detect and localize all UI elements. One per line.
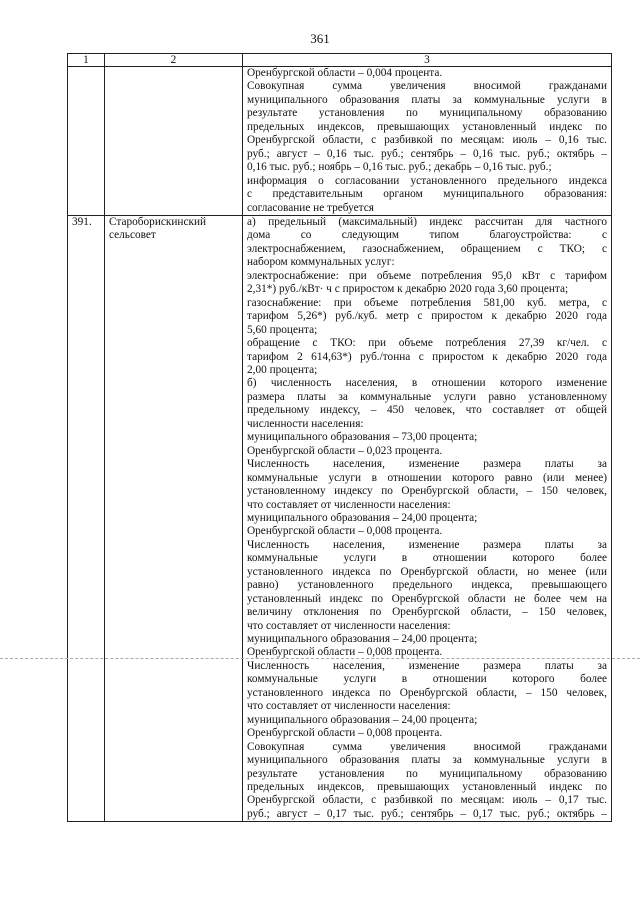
text-line: муниципального образования – 73,00 процента; [247,431,478,444]
text-line: сельсовет [109,229,156,242]
text-line: тарифом 5,26*) руб./куб. метр с приростом к декабрю 2020 года [247,310,607,323]
text-line: а) предельный (максимальный) индекс рассчитан для частного [247,215,607,228]
continued-name-cell [105,67,243,216]
text-line: электроснабжение: при объеме потребления 95,0 кВт с тарифом [247,269,607,282]
text-line: дома со следующим типом благоустройства: с [247,229,607,242]
text-line: Численность населения, изменение размера платы за [247,538,607,551]
text-line: установленный индекс по Оренбургской области не более чем на [247,592,607,605]
municipality-name [109,216,238,243]
index-table [67,53,612,822]
text-line: Оренбургской области – 0,008 процента. [247,646,443,659]
header-col-3: 3 [243,54,612,67]
text-line: установленного индекса по Оренбургской области, но менее (или [247,565,607,578]
text-line: величину отклонения по Оренбургской области, – 150 человек, [247,606,607,619]
text-line: муниципального образования – 24,00 процента; [247,633,478,646]
text-line: установленного индекса по Оренбургской области, – 150 человек, [247,686,607,699]
text-line: согласование не требуется [247,201,374,214]
text-line: что составляет от численности населения: [247,498,451,511]
header-col-1: 1 [68,54,105,67]
page-number: 361 [310,31,330,46]
text-line: что составляет от численности населения: [247,700,451,713]
text-line: 2,31*) руб./кВт· ч с приростом к декабрю 2020 года 3,60 процента; [247,283,569,296]
text-line: предельных индексов, превышающих установленный индекс по [247,781,607,794]
text-line: результате установления по муниципальному образованию [247,107,607,120]
municipality-name-cell [105,215,243,821]
text-line: руб.; август – 0,17 тыс. руб.; сентябрь – 0,17 тыс. руб.; октябрь – [247,807,607,820]
header-col-2: 2 [105,54,243,67]
text-line: набором коммунальных услуг: [247,256,395,269]
text-line: с представительным органом муниципального образования: [247,188,607,201]
text-line: Численность населения, изменение размера платы за [247,458,607,471]
text-line: тарифом 2 614,63*) руб./тонна с приростом к декабрю 2020 года [247,350,607,363]
text-line: размера платы за коммунальные услуги равно установленному [247,390,607,403]
text-line: установленному индексу по Оренбургской области, – 150 человек, [247,485,607,498]
continued-text [247,67,607,215]
text-line: 0,16 тыс. руб.; ноябрь – 0,16 тыс. руб.; декабрь – 0,16 тыс. руб.; [247,161,552,174]
text-line: результате установления по муниципальному образованию [247,767,607,780]
text-line: муниципального образования платы за коммунальные услуги в [247,93,607,106]
row-number: 391. [68,215,105,821]
text-line: Оренбургской области – 0,023 процента. [247,444,443,457]
continued-text-cell [243,67,612,216]
text-line: Оренбургской области – 0,008 процента. [247,525,443,538]
text-line: руб.; август – 0,16 тыс. руб.; сентябрь – 0,16 тыс. руб.; октябрь – [247,147,607,160]
text-line: коммунальные услуги в отношении которого более [247,552,607,565]
text-line: информация о согласовании установленного предельного индекса [247,174,607,187]
text-line: обращение с ТКО: при объеме потребления 27,39 кг/чел. с [247,337,607,350]
scan-fold-line [0,658,640,659]
text-line: б) численность населения, в отношении которого изменение [247,377,607,390]
text-line: Староборискинский [109,215,207,228]
text-line: что составляет от численности населения: [247,619,451,632]
table-row-continued [68,67,612,216]
text-line: Оренбургской области, с разбивкой по месяцам: июль – 0,17 тыс. [247,794,607,807]
row-391-text [247,216,607,821]
text-line: Численность населения, изменение размера платы за [247,659,607,672]
text-line: 5,60 процента; [247,323,318,336]
text-line: муниципального образования платы за коммунальные услуги в [247,754,607,767]
text-line: муниципального образования – 24,00 процента; [247,511,478,524]
row-391-text-cell [243,215,612,821]
text-line: предельных индексов, превышающих установленный индекс по [247,120,607,133]
table-row-391 [68,215,612,821]
text-line: муниципального образования – 24,00 процента; [247,713,478,726]
text-line: Совокупная сумма увеличения вносимой гражданами [247,80,607,93]
header-row [68,54,612,67]
text-line: равно) установленного предельного индекса, превышающего [247,579,607,592]
text-line: электроснабжением, газоснабжением, обращением с ТКО; с [247,242,607,255]
text-line: коммунальные услуги в отношении которого более [247,673,607,686]
continued-number-cell [68,67,105,216]
text-line: 2,00 процента; [247,363,318,376]
text-line: Оренбургской области – 0,004 процента. [247,67,443,79]
text-line: газоснабжение: при объеме потребления 581,00 куб. метра, с [247,296,607,309]
text-line: Оренбургской области, с разбивкой по месяцам: июль – 0,16 тыс. [247,134,607,147]
text-line: коммунальные услуги в отношении которого равно (или менее) [247,471,607,484]
text-line: Совокупная сумма увеличения вносимой гражданами [247,740,607,753]
text-line: Оренбургской области – 0,008 процента. [247,727,443,740]
text-line: численности населения: [247,417,364,430]
text-line: предельному индексу, – 450 человек, что составляет от общей [247,404,607,417]
